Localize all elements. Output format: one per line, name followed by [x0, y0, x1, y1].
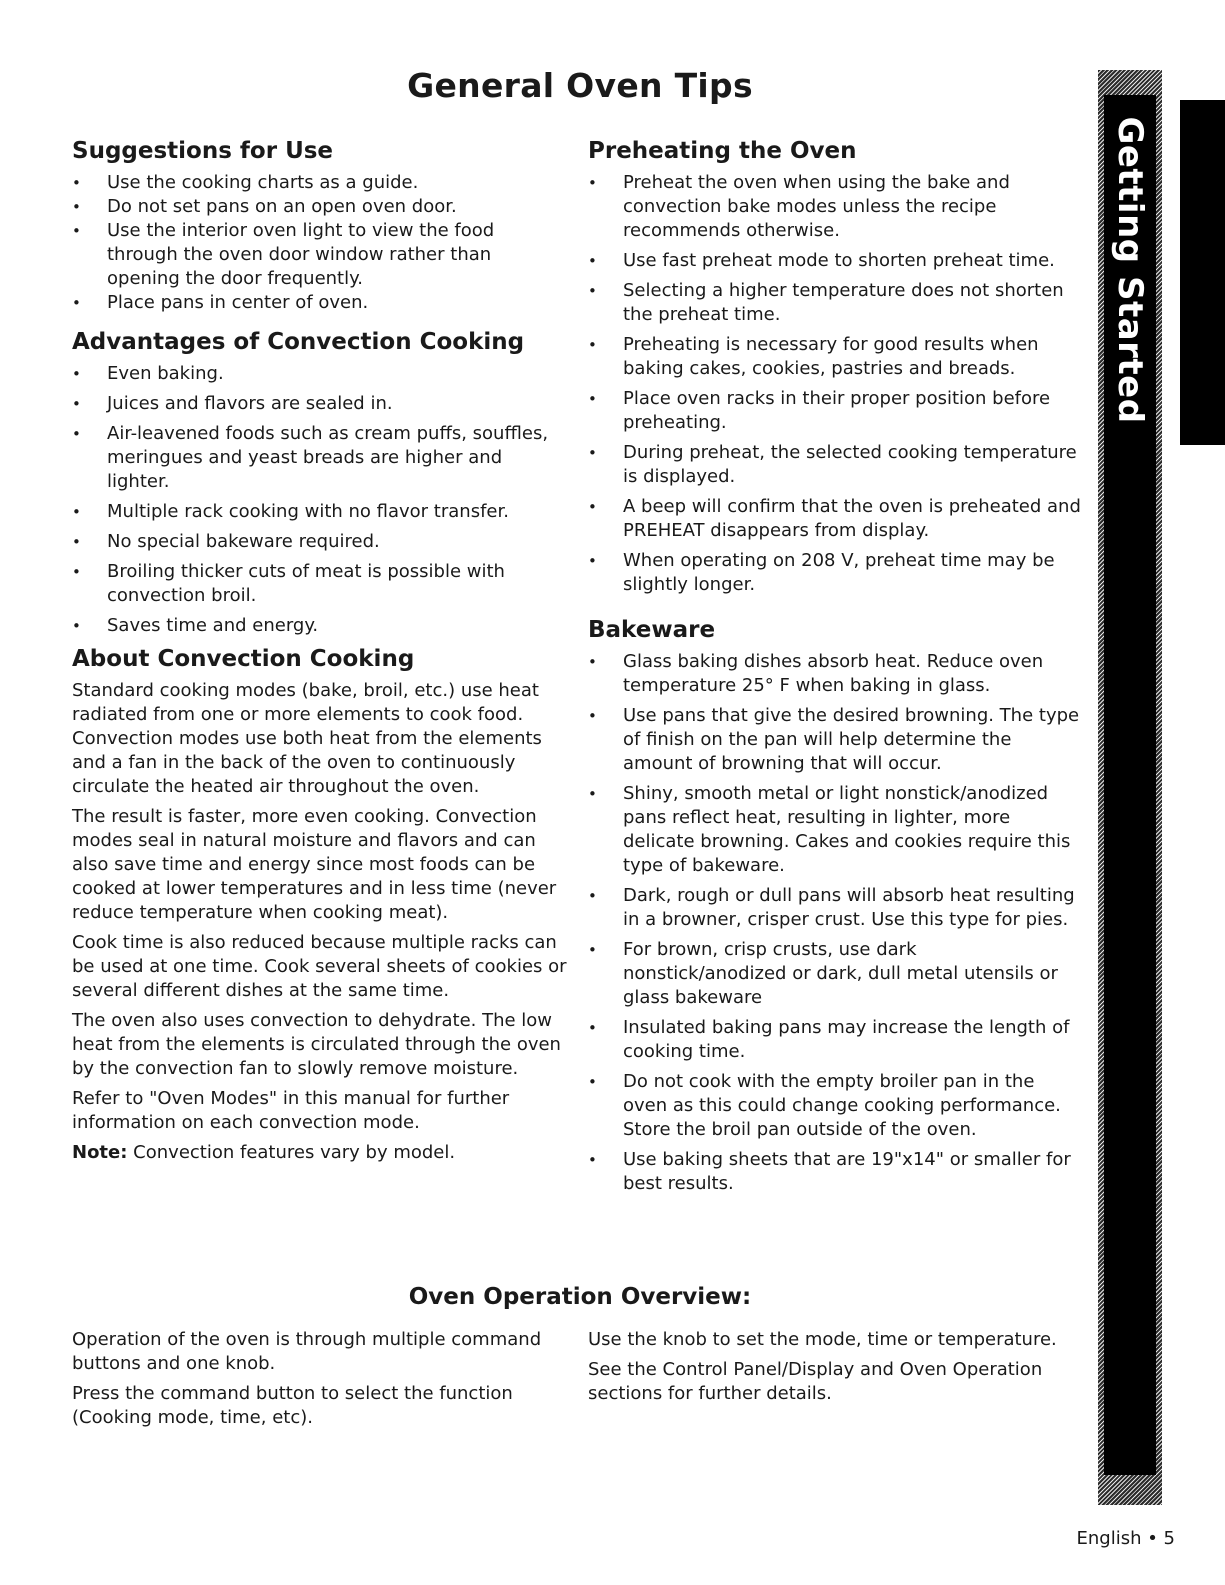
bakeware-heading: Bakeware [588, 617, 716, 643]
note-text: Convection features vary by model. [127, 1142, 456, 1163]
overview-left [72, 1328, 562, 1436]
suggestions-list [72, 171, 567, 315]
list-item: • Broiling thicker cuts of meat is possible with convection broil. [72, 560, 567, 608]
edge-thumb-bar [1180, 100, 1225, 445]
advantages-list [72, 362, 567, 638]
overview-paragraph: Operation of the oven is through multiple command buttons and one knob. [72, 1329, 542, 1374]
overview-paragraph: Use the knob to set the mode, time or temperature. [588, 1329, 1057, 1350]
about-paragraph: The oven also uses convection to dehydrate. The low heat from the elements is circulated through the oven by the convection fan to slowly remove moisture. [72, 1010, 561, 1079]
list-item: • Juices and flavors are sealed in. [72, 392, 567, 416]
note-label: Note: [72, 1142, 128, 1163]
right-column [588, 136, 1083, 1202]
list-item: • Glass baking dishes absorb heat. Reduce oven temperature 25° F when baking in glass. [588, 650, 1083, 698]
list-item: • Air-leavened foods such as cream puffs, souffles, meringues and yeast breads are higher and lighter. [72, 422, 567, 494]
list-item: • Multiple rack cooking with no flavor transfer. [72, 500, 567, 524]
overview-heading: Oven Operation Overview: [408, 1284, 752, 1310]
list-item: • Use baking sheets that are 19"x14" or smaller for best results. [588, 1148, 1083, 1196]
preheating-heading: Preheating the Oven [588, 138, 857, 164]
list-item: • Insulated baking pans may increase the length of cooking time. [588, 1016, 1083, 1064]
list-item: • Dark, rough or dull pans will absorb heat resulting in a browner, crisper crust. Use this type for pies. [588, 884, 1083, 932]
suggestions-heading: Suggestions for Use [72, 138, 334, 164]
side-tab-label: Getting Started [1110, 116, 1150, 424]
list-item: • Use the cooking charts as a guide. [72, 171, 567, 195]
overview-right [588, 1328, 1078, 1412]
list-item: • Place oven racks in their proper position before preheating. [588, 387, 1083, 435]
list-item: • Selecting a higher temperature does not shorten the preheat time. [588, 279, 1083, 327]
list-item: • No special bakeware required. [72, 530, 567, 554]
list-item: • Preheat the oven when using the bake and convection bake modes unless the recipe recommends otherwise. [588, 171, 1083, 243]
advantages-heading: Advantages of Convection Cooking [72, 329, 525, 355]
about-paragraph: The result is faster, more even cooking. Convection modes seal in natural moisture and flavors and can also save time and energy since most foods can be cooked at lower temperatures and in less time (never reduce temperature when cooking meat). [72, 806, 557, 923]
note [72, 1141, 567, 1165]
overview-paragraph: See the Control Panel/Display and Oven Operation sections for further details. [588, 1359, 1043, 1404]
list-item: • A beep will confirm that the oven is preheated and PREHEAT disappears from display. [588, 495, 1083, 543]
list-item: • Shiny, smooth metal or light nonstick/anodized pans reflect heat, resulting in lighter, more delicate browning. Cakes and cookies require this type of bakeware. [588, 782, 1083, 878]
list-item: • When operating on 208 V, preheat time may be slightly longer. [588, 549, 1083, 597]
list-item: • During preheat, the selected cooking temperature is displayed. [588, 441, 1083, 489]
overview-paragraph: Press the command button to select the function (Cooking mode, time, etc). [72, 1383, 513, 1428]
list-item: • Use the interior oven light to view the food through the oven door window rather than opening the door frequently. [72, 219, 567, 291]
list-item: • Do not set pans on an open oven door. [72, 195, 567, 219]
page-title: General Oven Tips [407, 66, 753, 105]
about-paragraph: Standard cooking modes (bake, broil, etc.) use heat radiated from one or more elements to cook food. Convection modes use both heat from the elements and a fan in the back of the oven to continuously circulate the heated air throughout the oven. [72, 680, 542, 797]
about-heading: About Convection Cooking [72, 646, 415, 672]
list-item: • Preheating is necessary for good results when baking cakes, cookies, pastries and breads. [588, 333, 1083, 381]
list-item: • For brown, crisp crusts, use dark nonstick/anodized or dark, dull metal utensils or glass bakeware [588, 938, 1083, 1010]
about-paragraph: Refer to "Oven Modes" in this manual for further information on each convection mode. [72, 1088, 510, 1133]
left-column [72, 136, 567, 1171]
about-paragraph: Cook time is also reduced because multiple racks can be used at one time. Cook several sheets of cookies or several different dishes at the same time. [72, 932, 567, 1001]
list-item: • Use fast preheat mode to shorten preheat time. [588, 249, 1083, 273]
list-item: • Even baking. [72, 362, 567, 386]
preheating-list [588, 171, 1083, 597]
list-item: • Use pans that give the desired browning. The type of finish on the pan will help determine the amount of browning that will occur. [588, 704, 1083, 776]
list-item: • Saves time and energy. [72, 614, 567, 638]
list-item: • Do not cook with the empty broiler pan in the oven as this could change cooking performance. Store the broil pan outside of the oven. [588, 1070, 1083, 1142]
page-footer: English • 5 [1076, 1528, 1175, 1549]
list-item: • Place pans in center of oven. [72, 291, 567, 315]
bakeware-list [588, 650, 1083, 1196]
